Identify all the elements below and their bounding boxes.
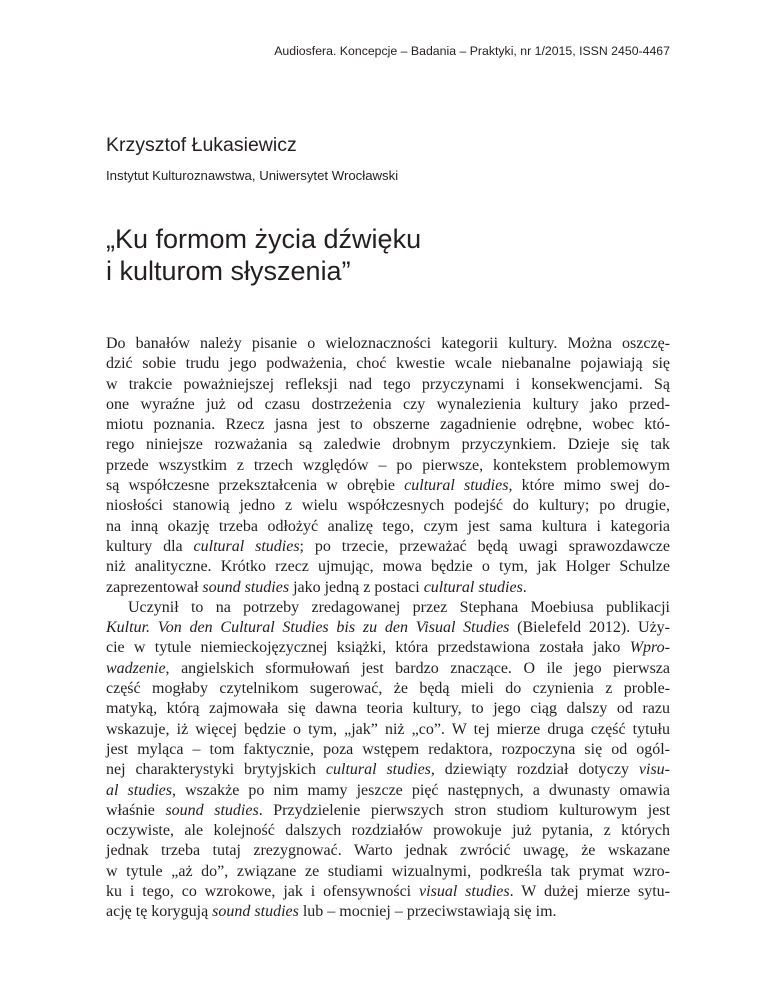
body-line (106, 801, 670, 821)
text-run: dzić sobie trudu jego podważenia, choć kwestie wcale niebanalne pojawiają się (106, 355, 670, 373)
text-run: rego niniejsze rozważania są zaledwie drobnym przyczynkiem. Dzieje się tak (106, 436, 670, 454)
body-line (106, 659, 670, 679)
italic-term: Wpro- (629, 639, 670, 657)
italic-term: Kultur. Von den Cultural Studies bis zu den Visual Studies (106, 619, 510, 637)
text-run: , które mimo swej do- (508, 477, 670, 495)
body-line (106, 821, 670, 841)
title-line: i kulturom słyszenia” (106, 256, 351, 286)
title-line: „Ku formom życia dźwięku (106, 224, 422, 254)
italic-term: visual studies (419, 883, 510, 901)
body-line (106, 557, 670, 577)
text-run: kultury dla (106, 537, 194, 555)
text-run: oczywiste, ale kolejność dalszych rozdziałów prowokuje już pytania, z których (106, 822, 670, 840)
text-run: właśnie (106, 801, 166, 819)
body-line (106, 740, 670, 760)
body-line (106, 496, 670, 516)
text-run: , dziewiąty rozdział dotyczy (430, 761, 639, 779)
body-line (106, 882, 670, 902)
body-line (106, 862, 670, 882)
text-run: w trakcie poważniejszej refleksji nad tego przyczynami i konsekwencjami. Są (106, 375, 670, 393)
body-line (106, 699, 670, 719)
italic-term: sound studies (202, 578, 290, 596)
article-body (106, 334, 670, 923)
italic-term: al studies (106, 781, 172, 799)
text-run: na inną okazję trzeba odłożyć analizę tego, czym jest sama kultura i kategoria (106, 517, 670, 535)
body-line (106, 415, 670, 435)
text-run: niż analityczne. Krótko rzecz ujmując, mowa będzie o tym, jak Holger Schulze (106, 558, 670, 576)
italic-term: sound studies (212, 903, 299, 921)
text-run: . W dużej mierze sytu- (509, 883, 670, 901)
body-line (106, 517, 670, 537)
text-run: . Przydzielenie pierwszych stron studiom kulturowym jest (258, 801, 671, 819)
text-run: są współczesne przekształcenia w obrębie (106, 477, 405, 495)
italic-term: cultural studies (404, 477, 509, 495)
italic-term: visu- (638, 761, 670, 779)
text-run: niosłości stanowią jedno z wielu współczesnych podejść do kultury; po drugie, (106, 497, 670, 515)
body-line (106, 679, 670, 699)
running-header: Audiosfera. Koncepcje – Badania – Praktyki, nr 1/2015, ISSN 2450-4467 (274, 44, 670, 58)
body-line (106, 537, 670, 557)
text-run: one wyraźne już od czasu dostrzeżenia czy wynalezienia kultury jako przed- (106, 395, 670, 413)
body-line (106, 476, 670, 496)
text-run: lub – mocniej – przeciwstawiają się im. (298, 903, 557, 921)
body-line (106, 375, 670, 395)
body-line (106, 841, 670, 861)
text-run: zaprezentował (106, 578, 203, 596)
article-title (106, 223, 421, 287)
text-run: wskazuje, iż więcej będzie o tym, „jak” niż „co”. W tej mierze druga część tytułu (106, 720, 670, 738)
text-run: nej charakterystyki brytyjskich (106, 761, 326, 779)
author-affiliation: Instytut Kulturoznawstwa, Uniwersytet Wrocławski (106, 168, 399, 183)
body-line (106, 720, 670, 740)
text-run: , angielskich sformułowań jest bardzo znaczące. O ile jego pierwsza (165, 659, 670, 677)
body-line (106, 760, 670, 780)
italic-term: cultural studies (423, 578, 523, 596)
text-run: ; po trzecie, przeważać będą uwagi sprawozdawcze (299, 537, 671, 555)
author-name: Krzysztof Łukasiewicz (106, 134, 297, 156)
text-run: ku i tego, co wzrokowe, jak i ofensywności (106, 883, 420, 901)
text-run: ację tę korygują (106, 903, 213, 921)
text-run: cie w tytule niemieckojęzycznej książki, która przedstawiona została jako (106, 639, 630, 657)
text-run: miotu poznania. Rzecz jasna jest to obszerne zagadnienie odrębne, wobec któ- (106, 416, 670, 434)
italic-term: wadzenie (106, 659, 166, 677)
body-line (106, 435, 670, 455)
text-run: . (522, 578, 527, 596)
body-line (106, 638, 670, 658)
text-run: w tytule „aż do”, związane ze studiami wizualnymi, podkreśla tak prymat wzro- (106, 862, 670, 880)
body-line (106, 354, 670, 374)
text-run: jako jedną z postaci (289, 578, 424, 596)
text-run: matyką, którą zajmowała się dawna teoria kultury, to jego ciąg dalszy od razu (106, 700, 670, 718)
text-run: Do banałów należy pisanie o wieloznaczności kategorii kultury. Można oszczę- (106, 335, 670, 352)
italic-term: cultural studies (325, 761, 431, 779)
body-line (106, 456, 670, 476)
italic-term: cultural studies (193, 537, 300, 555)
text-run: część mogłaby czytelnikom sugerować, że będą mieli do czynienia z proble- (106, 680, 670, 698)
body-line (106, 618, 670, 638)
text-run: jednak trzeba tutaj zrezygnować. Warto jednak zwrócić uwagę, że wskazane (106, 842, 670, 860)
text-run: Uczynił to na potrzeby zredagowanej przez Stephana Moebiusa publikacji (128, 598, 670, 616)
body-line (106, 334, 670, 354)
text-run: , wszakże po nim mamy jeszcze pięć następnych, a dwunasty omawia (172, 781, 671, 799)
text-run: jest myląca – tom faktycznie, poza wstępem redaktora, rozpoczyna się od ogól- (106, 740, 670, 758)
body-line (106, 395, 670, 415)
italic-term: sound studies (165, 801, 259, 819)
body-line (106, 578, 670, 598)
body-line (106, 598, 670, 618)
text-run: (Bielefeld 2012). Uży- (509, 619, 670, 637)
text-run: przede wszystkim z trzech względów – po pierwsze, kontekstem problemowym (106, 456, 670, 474)
body-line (106, 902, 670, 922)
body-line (106, 781, 670, 801)
